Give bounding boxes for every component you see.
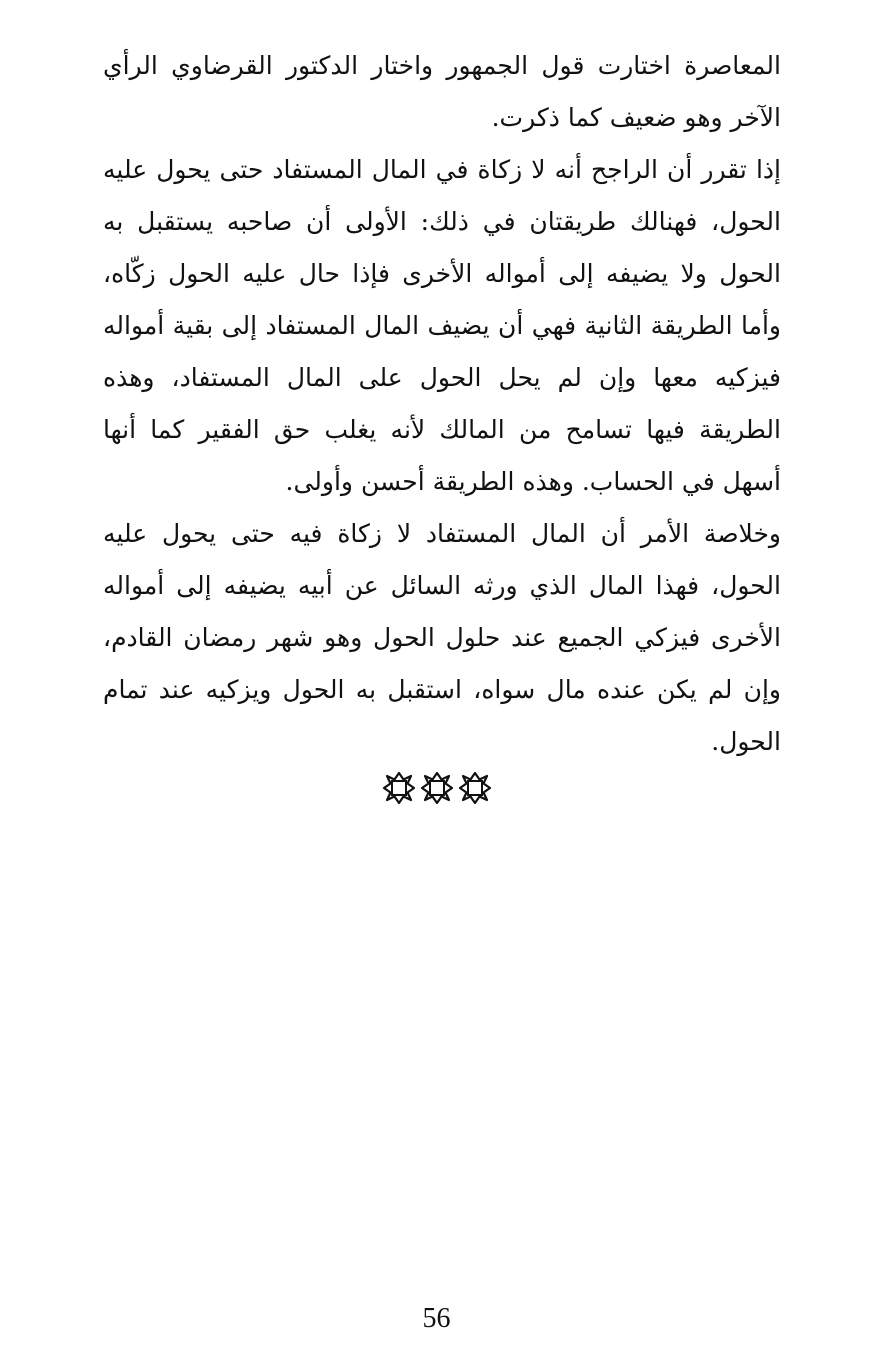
section-end-ornament xyxy=(0,768,873,808)
paragraph-1: المعاصرة اختارت قول الجمهور واختار الدكتور القرضاوي الرأي الآخر وهو ضعيف كما ذكرت. xyxy=(103,51,781,132)
paragraph-3: وخلاصة الأمر أن المال المستفاد لا زكاة فيه حتى يحول عليه الحول، فهذا المال الذي ورثه السائل عن أبيه يضيفه إلى أمواله الأخرى فيزكي الجميع عند حلول الحول وهو شهر رمضان القادم، وإن لم يكن عنده مال سواه، استقبل به الحول ويزكيه عند تمام الحول. xyxy=(103,519,781,756)
eight-point-star-ornament-icon xyxy=(420,771,454,805)
eight-point-star-ornament-icon xyxy=(382,771,416,805)
page-body-text xyxy=(103,40,781,768)
page-number: 56 xyxy=(422,1303,451,1334)
paragraph-2: إذا تقرر أن الراجح أنه لا زكاة في المال المستفاد حتى يحول عليه الحول، فهنالك طريقتان في ذلك: الأولى أن صاحبه يستقبل به الحول ولا يضيفه إلى أمواله الأخرى فإذا حال عليه الحول زكّاه، وأما الطريقة الثانية فهي أن يضيف المال المستفاد إلى بقية أمواله فيزكيه معها وإن لم يحل الحول على المال المستفاد، وهذه الطريقة فيها تسامح من المالك لأنه يغلب حق الفقير كما أنها أسهل في الحساب. وهذه الطريقة أحسن وأولى. xyxy=(103,155,781,496)
eight-point-star-ornament-icon xyxy=(458,771,492,805)
